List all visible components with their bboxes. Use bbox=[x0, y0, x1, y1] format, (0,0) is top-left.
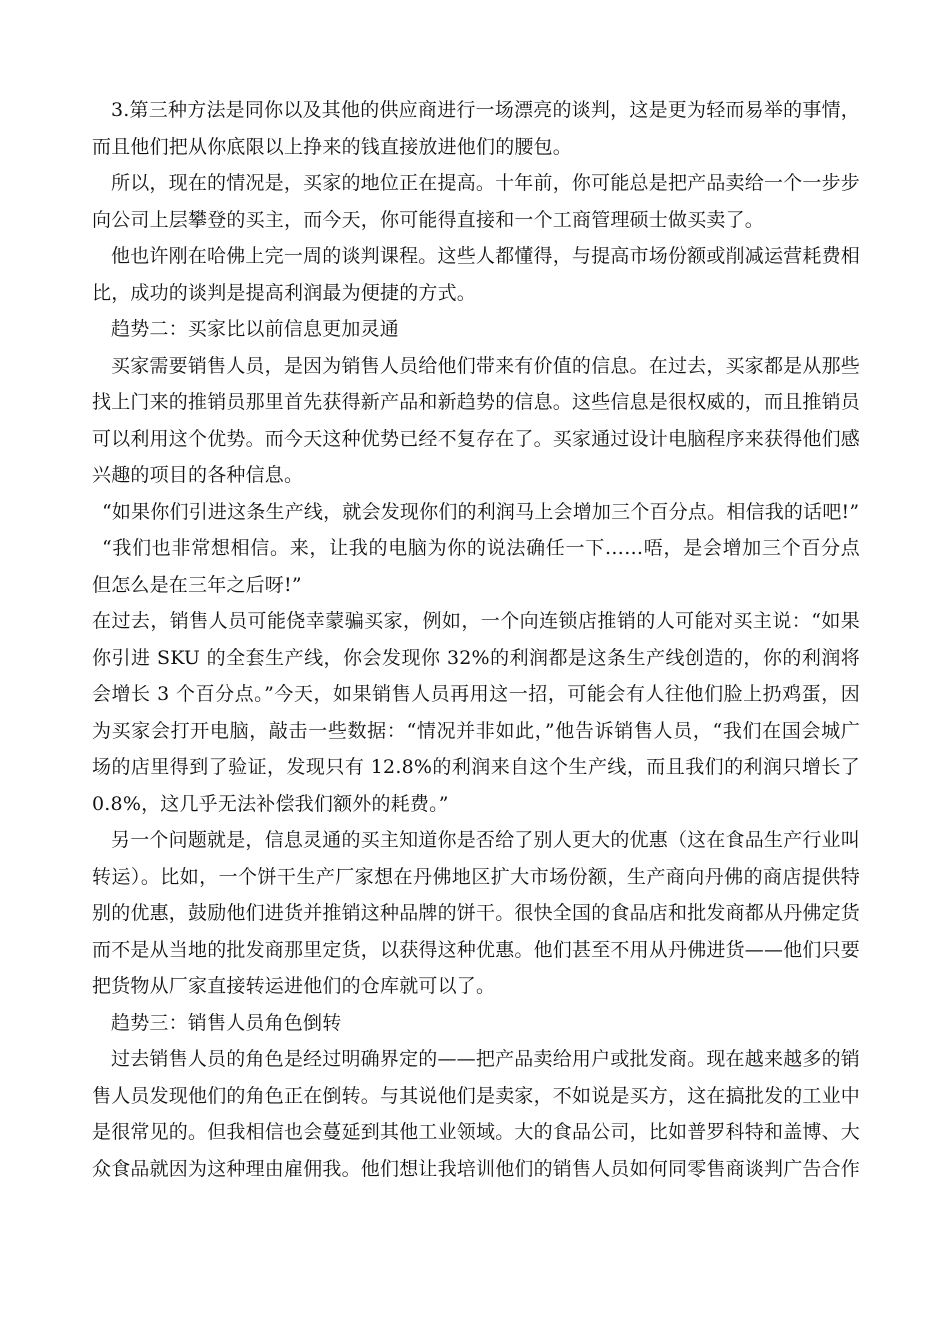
heading-trend-three: 趋势三：销售人员角色倒转 bbox=[111, 1011, 342, 1034]
document-page bbox=[92, 92, 860, 1187]
paragraph-buyer-information: 买家需要销售人员，是因为销售人员给他们带来有价值的信息。在过去，买家都是从那些找上门来的推销员那里首先获得新产品和新趋势的信息。这些信息是很权威的，而且推销员可以利用这个优势。而今天这种优势已经不复存在了。买家通过设计电脑程序来获得他们感兴趣的项目的各种信息。 bbox=[92, 354, 861, 486]
heading-trend-two: 趋势二：买家比以前信息更加灵通 bbox=[111, 318, 400, 340]
paragraph-sku-example: 在过去，销售人员可能侥幸蒙骗买家，例如，一个向连锁店推销的人可能对买主说：“如果你引进 SKU 的全套生产线，你会发现你 32%的利润都是这条生产线创造的，你的利润将会增长 3 个百分点。”今天，如果销售人员再用这一招，可能会有人往他们脸上扔鸡蛋，因为买家会打开电脑，敲击一些数据：“情况并非如此，”他告诉销售人员，“我们在国会城广场的店里得到了验证，发现只有 12.8%的利润来自这个生产线，而且我们的利润只增长了 0.8%，这几乎无法补偿我们额外的耗费。” bbox=[92, 610, 860, 815]
quote-buyer: “我们也非常想相信。来，让我的电脑为你的说法确任一下……唔，是会增加三个百分点但怎么是在三年之后呀!” bbox=[92, 537, 860, 596]
paragraph-method-three: 3.第三种方法是同你以及其他的供应商进行一场漂亮的谈判，这是更为轻而易举的事情，而且他们把从你底限以上挣来的钱直接放进他们的腰包。 bbox=[92, 99, 860, 158]
paragraph-transshipment: 另一个问题就是，信息灵通的买主知道你是否给了别人更大的优惠（这在食品生产行业叫转运）。比如，一个饼干生产厂家想在丹佛地区扩大市场份额，生产商向丹佛的商店提供特别的优惠，鼓励他们进货并推销这种品牌的饼干。很快全国的食品店和批发商都从丹佛定货而不是从当地的批发商那里定货，以获得这种优惠。他们甚至不用从丹佛进货——他们只要把货物从厂家直接转运进他们的仓库就可以了。 bbox=[92, 829, 861, 997]
paragraph-role-reversal: 过去销售人员的角色是经过明确界定的——把产品卖给用户或批发商。现在越来越多的销售人员发现他们的角色正在倒转。与其说他们是卖家，不如说是买方，这在搞批发的工业中是很常见的。但我相信也会蔓延到其他工业领域。大的食品公司，比如普罗科特和盖博、大众食品就因为这种理由雇佣我。他们想让我培训他们的销售人员如何同零售商谈判广告合作 bbox=[92, 1048, 861, 1180]
paragraph-harvard-course: 他也许刚在哈佛上完一周的谈判课程。这些人都懂得，与提高市场份额或削减运营耗费相比，成功的谈判是提高利润最为便捷的方式。 bbox=[92, 245, 860, 304]
paragraph-buyer-status: 所以，现在的情况是，买家的地位正在提高。十年前，你可能总是把产品卖给一个一步步向公司上层攀登的买主，而今天，你可能得直接和一个工商管理硕士做买卖了。 bbox=[92, 172, 860, 231]
quote-seller: “如果你们引进这条生产线，就会发现你们的利润马上会增加三个百分点。相信我的话吧!” bbox=[102, 500, 860, 523]
